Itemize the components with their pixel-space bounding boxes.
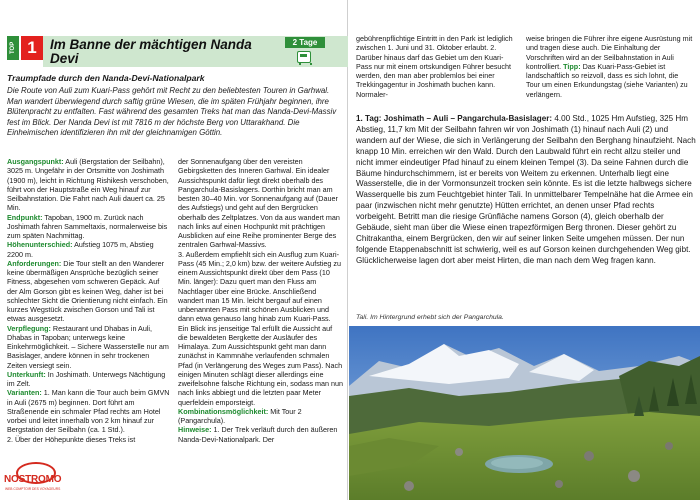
publisher-stamp bbox=[2, 462, 74, 498]
tour-title: Im Banne der mächtigen Nanda Devi bbox=[50, 37, 252, 66]
duration-badge: 2 Tage bbox=[285, 37, 325, 48]
notes-text: weise bringen die Führer ihre eigene Ausrüstung mit und tragen diese auch. Die Einhaltung der Vorschriften wird an der Seilbahnstation in Auli kontrolliert. bbox=[526, 34, 693, 71]
info-entry: Verpflegung: Restaurant und Dhabas in Auli, Dhabas in Tapoban; unterwegs keine Einkehrmöglichkeit. – Sichere Wasserstelle nur am Basislager, andere können in sehr trockenen Zeiten versiegt sein. bbox=[7, 323, 169, 370]
stage-description bbox=[356, 114, 696, 267]
landscape-photo bbox=[349, 326, 700, 500]
stamp-subtitle: WEB COMPTOIR DES VOYAGEURS bbox=[5, 487, 61, 491]
notes-column-a: gebührenpflichtige Eintritt in den Park ist lediglich zwischen 1. Juni und 31. Oktober erlaubt. 2. Darüber hinaus darf das Gebiet um den Kuari-Pass nur mit einem ortskundigen Führer besucht werden, den man aber problemlos bei einer Trekkingagentur in Joshimath buchen kann. Normaler- bbox=[356, 34, 513, 99]
info-entry: 2. Über der Höhepunkte dieses Treks ist bbox=[7, 434, 136, 444]
bus-icon bbox=[297, 51, 311, 63]
info-entry: Ausgangspunkt: Auli (Bergstation der Seilbahn), 3025 m. Ungefähr in der Ortsmitte von Joshimath (1900 m), leicht in Richtung Rishikesh verschoben, führt von der Hauptstraße ein Weg hinauf zur Seilbahnstation. Die Fahrt nach Auli dauert ca. 25 Min. bbox=[7, 157, 169, 213]
tip-label: Tipp: bbox=[563, 61, 581, 71]
intro-text: Die Route von Auli zum Kuari-Pass gehört mit Recht zu den beliebtesten Touren in Garhwal. Man wandert überwiegend durch saftig grüne Wiesen, die im späten Frühjahr beginnen, ihre Blütenpracht zu entfalten. Fast während des gesamten Treks hat man das Nanda-Devi-Massiv fest im Blick. Der Nanda Devi ist mit 7816 m der höchste Berg von Uttarakhand. Die Einheimischen identifizieren ihn mit der gleichnamigen Göttin. bbox=[7, 86, 337, 137]
stage-heading: 1. Tag: Joshimath – Auli – Pangarchula-Basislager: bbox=[356, 114, 553, 123]
notes-column-b bbox=[526, 34, 694, 99]
stage-body: Mit der Seilbahn fahren wir von Joshimath (1) hinauf nach Auli (2) und wandern auf der Wiese, die sich in Verlängerung der Seilbahn den Berghang hinaufzieht. Nach knapp 10 Min. erreichen wir den Wald. Durch den Laubwald führt ein recht allzu steiler und nicht immer eindeutiger Pfad hinauf zu einem kleinen Tempel (3). Da seine Fahnen durch die Bäume hindurchschimmern, ist er bereits von Weitem zu erkennen. Unterhalb liegt eine Wasserstelle, die in der Vormonsunzeit trocken sein könnte. Es ist die letzte halbwegs sichere Wasserquelle bis zum Feuchtgebiet hinter Tali. In unmittelbarer Tempelnähe hat die Armee ein paar (inzwischen nicht mehr genutzte) Hütten errichtet, an denen unser Pfad rechts vorbeigeht. Betritt man die riesige Grünfläche namens Gorson (4), gleich oberhalb der Gebäude, sieht man über die Wiese einen trapezförmigen Berg thronen. Dieser gehört zu Chitrakantha, einem Bergrücken, den wir auf seiner linken Seite umgehen müssen. Der nun folgende Etappenabschnitt ist schwierig, weil es auf Gorson keinen durchgehenden Weg gibt. Glücklicherweise lagen dort aber meist Hirten, die man nach dem Weg fragen kann. bbox=[356, 124, 696, 265]
info-entry: Kombinationsmöglichkeit: Mit Tour 2 (Pangarchula). bbox=[178, 406, 302, 425]
photo-caption: Tali. Im Hintergrund erhebt sich der Pangarchula. bbox=[356, 314, 504, 321]
info-entry: Varianten: 1. Man kann die Tour auch beim GMVN in Auli (2675 m) beginnen. Dort führt am Straßenende ein schmaler Pfad rechts am Hotel vorbei und leitet innerhalb von 2 km hinauf zur Bergstation der Seilbahn (ca. 1 Std.). bbox=[7, 388, 170, 435]
tip-text: Das Kuari-Pass-Gebiet ist landschaftlich so reizvoll, dass es sich lohnt, die Tour um einen Erkundungstag (siehe Varianten) zu verlängern. bbox=[526, 61, 688, 99]
info-column-a bbox=[7, 157, 170, 444]
info-entry: Endpunkt: Tapoban, 1900 m. Zurück nach Joshimath fahren Sammeltaxis, normalerweise bis zum späten Nachmittag. bbox=[7, 212, 168, 240]
info-entry: der Sonnenaufgang über den vereisten Gebirgsketten des Inneren Garhwal. Ein idealer Aussichtspunkt dafür liegt direkt oberhalb des Pangarchula-Basislagers. Dorthin bricht man am besten 30–40 Min. vor Sonnenaufgang auf (Dauer des Aufstiegs) und geht auf den Bergrücken oberhalb des Zeltplatzes. Von da aus wandert man nach links auf einen Hochpunkt mit prächtigen Ausblicken auf eine Reihe prominenter Berge des zentralen Garhwal-Massivs. bbox=[178, 157, 340, 250]
right-page bbox=[349, 0, 700, 500]
top-tab: TOP bbox=[7, 36, 19, 60]
info-entry: Höhenunterschied: Aufstieg 1075 m, Abstieg 2200 m. bbox=[7, 240, 154, 259]
info-entry: Anforderungen: Die Tour stellt an den Wanderer keine übermäßigen Ansprüche bezüglich seiner Fitness, abgesehen vom schweren Gepäck. Auf der Alm Gorson gibt es keinen Weg, daher ist bei schlechter Sicht die Orientierung nicht einfach. Ein kurzes Wegstück zwischen Gorson und Tali ist etwas ausgesetzt. bbox=[7, 258, 168, 324]
info-column-b bbox=[178, 157, 343, 444]
mountain-meadow-image bbox=[349, 326, 700, 500]
info-entry: 3. Außerdem empfiehlt sich ein Ausflug zum Kuari-Pass (45 Min.; 2,0 km) bzw. der weitere Aufstieg zu einem Aussichtspunkt direkt über dem Pass (10 Min. länger): Dazu quert man den Fluss am Nachtlager über eine Brücke. Anschließend wandert man 15 Min. leicht bergauf auf einen unbenannten Pass mit schönen Ausblicken und dann etwa genauso lang hinab zum Kuari-Pass. Ein Blick ins jenseitige Tal erfüllt die Aussicht auf die bewaldeten Bergkette der Ausläufer des Himalaya. Zum Aussichtspunkt geht man dann zunächst in Kammnähe verlaufenden schmalen Pfad (in Verlängerung des Weges zum Pass). Nach einigen Minuten schlägt dieser allerdings eine zweifelsohne falsche Richtung ein, sodass man nun nach links abbiegt und die letzten paar Meter querfeldein emporsteigt. bbox=[178, 249, 344, 407]
info-entry: Unterkunft: In Joshimath. Unterwegs Nächtigung im Zelt. bbox=[7, 369, 166, 388]
info-entry: Hinweise: 1. Der Trek verläuft durch den äußeren Nanda-Devi-Nationalpark. Der bbox=[178, 425, 338, 444]
left-page bbox=[0, 0, 348, 500]
stage-stats: 4.00 Std., 1025 Hm Aufstieg, 325 Hm Abstieg, 11,7 km bbox=[356, 114, 688, 134]
subtitle: Traumpfade durch den Nanda-Devi-Nationalpark bbox=[7, 73, 205, 83]
stamp-name: NOSTROMO bbox=[4, 474, 62, 485]
tour-number: 1 bbox=[21, 36, 43, 60]
